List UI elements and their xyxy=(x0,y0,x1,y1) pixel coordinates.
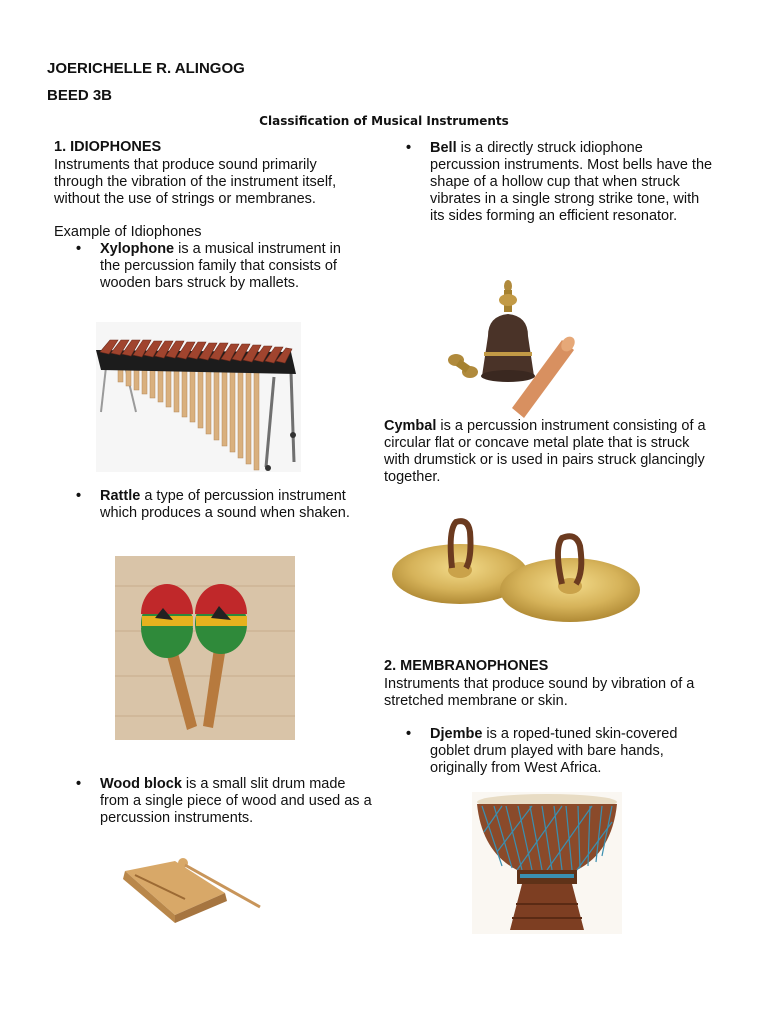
item-name: Xylophone xyxy=(100,241,175,257)
djembe-image xyxy=(472,792,622,934)
cymbal-description xyxy=(384,418,714,486)
item-text: is a musical instrument in the percussion family that consists of wooden bars struck by mallets. xyxy=(100,241,341,291)
item-name: Rattle xyxy=(100,488,141,504)
bell-image xyxy=(440,278,580,418)
item-text: is a directly struck idiophone percussion instruments. Most bells have the shape of a hollow cup that when struck vibrates in a single strong strike tone, with its sides forming an efficient resonator. xyxy=(430,140,713,224)
item-text: is a percussion instrument consisting of a circular flat or concave metal plate that is struck with drumstick or is used in pairs struck glancingly together. xyxy=(384,418,706,485)
wood-block-image xyxy=(115,853,265,923)
cymbal-image xyxy=(390,518,645,628)
list-item-rattle xyxy=(100,488,375,522)
idiophones-definition: Instruments that produce sound primarily through the vibration of the instrument itself, without the use of strings or membranes. xyxy=(54,157,337,207)
xylophone-image xyxy=(96,322,301,472)
author-name: JOERICHELLE R. ALINGOG xyxy=(47,60,245,77)
document-title: Classification of Musical Instruments xyxy=(259,114,509,128)
item-text: a type of percussion instrument which produces a sound when shaken. xyxy=(100,488,350,521)
membranophones-heading: 2. MEMBRANOPHONES xyxy=(384,658,549,674)
membranophones-definition: Instruments that produce sound by vibration of a stretched membrane or skin. xyxy=(384,676,695,709)
item-name: Cymbal xyxy=(384,418,437,434)
list-item-djembe xyxy=(430,726,710,777)
list-item-wood-block xyxy=(100,776,375,827)
list-item-bell xyxy=(430,140,715,225)
item-name: Wood block xyxy=(100,776,182,792)
list-item-xylophone xyxy=(100,241,365,292)
item-name: Djembe xyxy=(430,726,483,742)
idiophones-heading: 1. IDIOPHONES xyxy=(54,139,162,155)
item-name: Bell xyxy=(430,140,457,156)
rattle-image xyxy=(115,556,295,740)
idiophones-examples-label: Example of Idiophones xyxy=(54,224,202,240)
item-text: is a small slit drum made from a single piece of wood and used as a percussion instruments. xyxy=(100,776,372,826)
item-text: is a roped-tuned skin-covered goblet drum played with bare hands, originally from West Africa. xyxy=(430,726,678,776)
course-label: BEED 3B xyxy=(47,87,113,104)
